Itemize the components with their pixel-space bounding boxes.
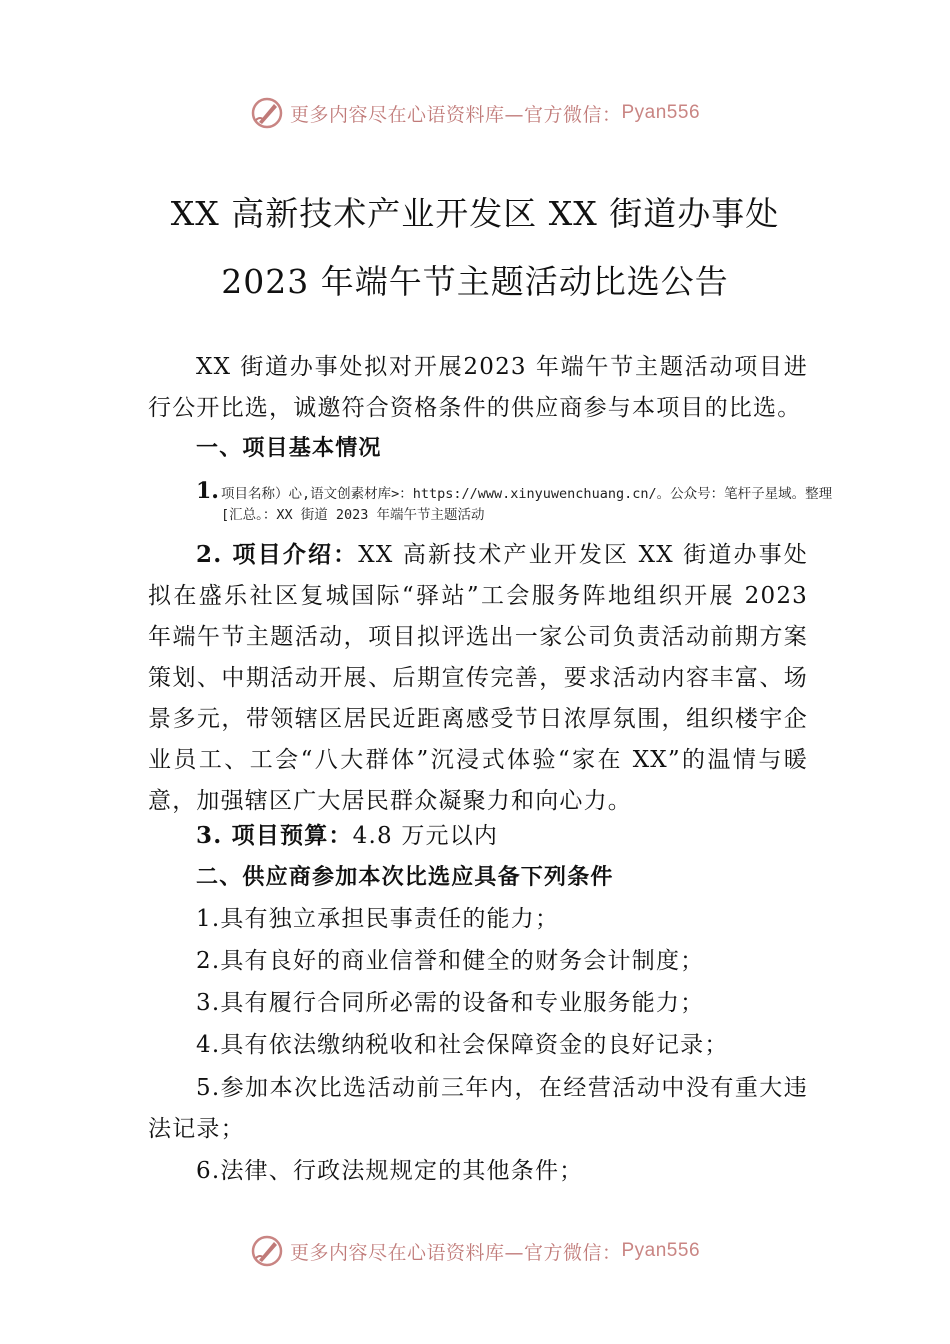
- watermark-text: 更多内容尽在心语资料库—官方微信：: [289, 1241, 622, 1264]
- intro-paragraph: [148, 347, 808, 429]
- watermark-header: [0, 96, 950, 130]
- condition-item: 6.法律、行政法规规定的其他条件；: [196, 1158, 584, 1184]
- document-title-line2: 2023 年端午节主题活动比选公告: [221, 262, 729, 301]
- item2-paragraph: [148, 534, 808, 822]
- item3-text: 4.8 万元以内: [352, 823, 499, 849]
- section1-heading: 一、项目基本情况: [196, 436, 382, 461]
- item2-label: 2. 项目介绍：: [196, 541, 359, 568]
- condition-item: 1.具有独立承担民事责任的能力；: [196, 906, 560, 932]
- brush-logo-icon: [250, 1234, 284, 1268]
- condition-item: 3.具有履行合同所必需的设备和专业服务能力；: [196, 990, 705, 1016]
- section2-heading: 二、供应商参加本次比选应具备下列条件: [196, 865, 614, 890]
- intro-text: XX 街道办事处拟对开展2023 年端午节主题活动项目进行公开比选，诚邀符合资格条件的供应商参与本项目的比选。: [148, 354, 808, 421]
- condition-item: [148, 1068, 808, 1150]
- watermark-footer: [0, 1234, 950, 1268]
- item2-text: XX 高新技术产业开发区 XX 街道办事处拟在盛乐社区复城国际“驿站”工会服务阵地组织开展 2023 年端午节主题活动，项目拟评选出一家公司负责活动前期方案策划、中期活动开展、后期宣传完善，要求活动内容丰富、场景多元，带领辖区居民近距离感受节日浓厚氛围，组织楼宇企业员工、工会“八大群体”沉浸式体验“家在 XX”的温情与暖意，加强辖区广大居民群众凝聚力和向心力。: [148, 542, 808, 814]
- watermark-wechat-id: Pyan556: [621, 102, 701, 123]
- item3-label: 3. 项目预算：: [196, 822, 353, 849]
- item3-paragraph: [196, 815, 856, 857]
- watermark-text: 更多内容尽在心语资料库—官方微信：: [289, 103, 622, 126]
- condition-item: 2.具有良好的商业信誉和健全的财务会计制度；: [196, 948, 705, 974]
- item1-number: 1.: [196, 478, 219, 504]
- brush-logo-icon: [250, 96, 284, 130]
- watermark-wechat-id: Pyan556: [621, 1240, 701, 1261]
- condition-item: 4.具有依法缴纳税收和社会保障资金的良好记录；: [196, 1032, 729, 1058]
- document-title-line1: XX 高新技术产业开发区 XX 街道办事处: [170, 194, 780, 233]
- condition-text: 5.参加本次比选活动前三年内，在经营活动中没有重大违法记录；: [148, 1075, 808, 1142]
- item1-text: 项目名称）心,语文创素材库>：https://www.xinyuwenchuang.cn/。公众号：笔杆子星域。整理[汇总。：XX 街道 2023 年端午节主题活动: [221, 486, 833, 523]
